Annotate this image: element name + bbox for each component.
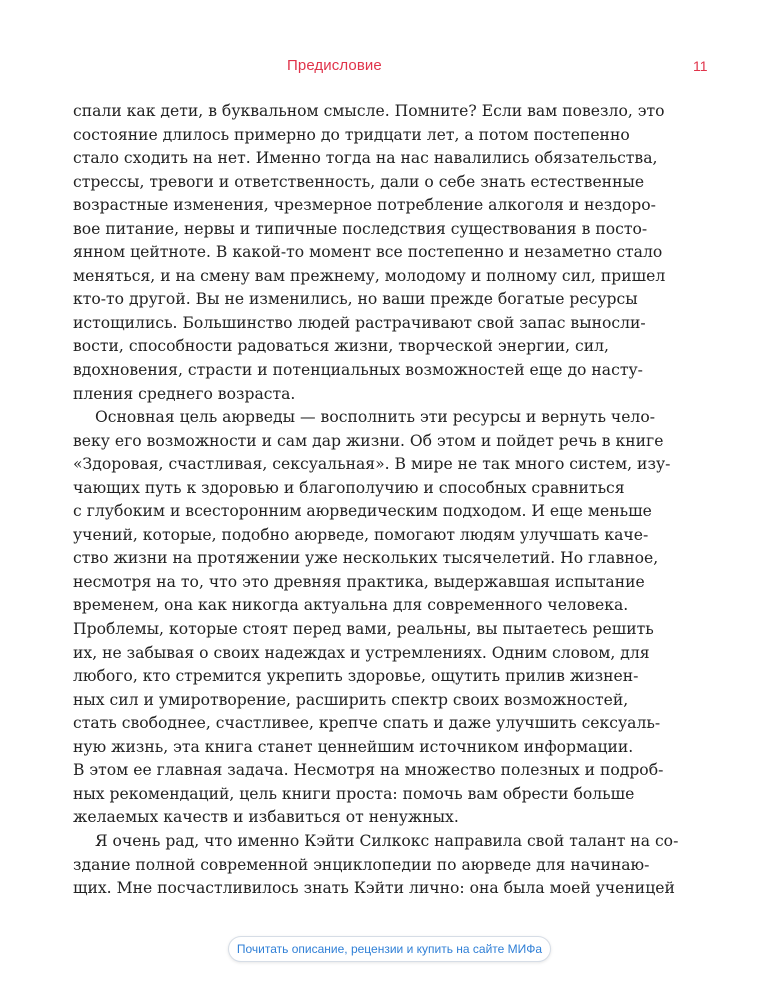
text-line: янном цейтноте. В какой-то момент все постепенно и незаметно стало [73,243,663,262]
buy-link-pill[interactable] [228,936,551,962]
text-line: временем, она как никогда актуальна для современного человека. [73,596,629,615]
text-line: В этом ее главная задача. Несмотря на множество полезных и подроб- [73,761,664,780]
text-line: здание полной современной энциклопедии по аюрведе для начинаю- [73,855,650,874]
text-line: несмотря на то, что это древняя практика, выдержавшая испытание [73,572,645,591]
text-line: состояние длилось примерно до тридцати лет, а потом постепенно [73,125,630,144]
body-text [73,100,679,901]
text-line: учений, которые, подобно аюрведе, помогают людям улучшать каче- [73,525,649,544]
text-line: спали как дети, в буквальном смысле. Помните? Если вам повезло, это [73,102,665,120]
text-line: стать свободнее, счастливее, крепче спать и даже улучшить сексуаль- [73,714,661,733]
text-line: вости, способности радоваться жизни, творческой энергии, сил, [73,337,610,356]
text-line: ных сил и умиротворение, расширить спектр своих возможностей, [73,690,629,709]
text-line: их, не забывая о своих надеждах и устремлениях. Одним словом, для [73,643,650,662]
text-line: ных рекомендаций, цель книги проста: помочь вам обрести больше [73,784,635,803]
text-line: щих. Мне посчастливилось знать Кэйти лично: она была моей ученицей [73,879,675,898]
text-line: «Здоровая, счастливая, сексуальная». В мире не так много систем, изу- [73,455,671,474]
text-line: истощились. Большинство людей растрачивают свой запас выносли- [73,313,646,332]
page-number: 11 [693,58,708,74]
text-line: Основная цель аюрведы — восполнить эти ресурсы и вернуть чело- [95,408,655,427]
buy-link[interactable]: Почитать описание, рецензии и купить на сайте МИФа [236,942,543,956]
text-line: любого, кто стремится укрепить здоровье, ощутить прилив жизнен- [73,667,639,686]
text-line: Я очень рад, что именно Кэйти Силкокс направила свой талант на со- [95,831,679,850]
text-line: стало сходить на нет. Именно тогда на нас навалились обязательства, [73,149,658,168]
text-line: вдохновения, страсти и потенциальных возможностей еще до насту- [73,361,643,380]
text-line: чающих путь к здоровью и благополучию и способных сравниться [73,478,625,497]
text-line: веку его возможности и сам дар жизни. Об этом и пойдет речь в книге [73,431,664,450]
text-line: меняться, и на смену вам прежнему, молодому и полному сил, пришел [73,266,666,285]
text-line: стрессы, тревоги и ответственность, дали о себе знать естественные [73,172,645,191]
text-line: пления среднего возраста. [73,384,296,403]
text-line: возрастные изменения, чрезмерное потребление алкоголя и нездоро- [73,196,656,215]
text-line: ную жизнь, эта книга станет ценнейшим источником информации. [73,737,634,756]
text-line: с глубоким и всесторонним аюрведическим подходом. И еще меньше [73,502,652,521]
text-line: желаемых качеств и избавиться от ненужных. [73,808,459,827]
text-line: Проблемы, которые стоят перед вами, реальны, вы пытаетесь решить [73,620,654,639]
text-line: вое питание, нервы и типичные последствия существования в посто- [73,219,648,238]
text-line: ство жизни на протяжении уже нескольких тысячелетий. Но главное, [73,549,659,568]
chapter-title: Предисловие [287,57,382,74]
text-line: кто-то другой. Вы не изменились, но ваши прежде богатые ресурсы [73,290,638,309]
